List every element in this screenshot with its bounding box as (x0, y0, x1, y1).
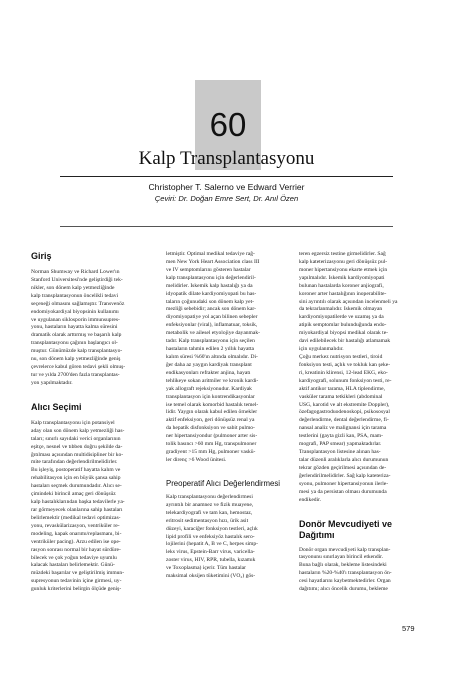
text-line: ise temel olarak komorbid hastalık temel- (166, 401, 259, 408)
text-line: yonu, hastaların hayatta kalma süresini (31, 324, 118, 331)
text-line: transplantasyon için kontrendikasyonlar (166, 393, 255, 400)
text-line: da hepatik disfonksiyon ve sabit pulmo- (166, 425, 255, 432)
text-line: ğerlendirilmelidirler. Sağ kalp kateteriza- (299, 472, 391, 479)
text-line: dağıtımı; alıcı öncelik durumu, bekleme (299, 586, 388, 593)
text-line: Stanford Üniversitesi'nde geliştirdiği tek- (31, 276, 123, 283)
text-line: Bu işleyiş, postoperatif hayatta kalım ve (31, 467, 121, 474)
text-line: enfeksiyonlar (viral), inflamatuar, toksik, (166, 322, 258, 329)
text-line: kalp kateterizasyonu geri dönüşsüz pul- (299, 258, 388, 265)
section-heading-recipient-selection: Alıcı Seçimi (31, 401, 82, 412)
text-line: yak allograft rejeksiyonudur. Kardiyak (166, 385, 252, 392)
text-line: nikler, son dönem kalp yetmezliğinde (31, 284, 115, 291)
text-line: teren egzersiz testine girmelidirler. Sağ (299, 251, 386, 257)
text-line: çimindeki birincil amaç geri dönüşsüz (31, 491, 116, 498)
text-line: mografi, PAP smear) yapmaktadırlar. (299, 441, 382, 448)
text-line: ğıtılması açısından multidisipliner bir ko- (31, 451, 124, 458)
section-heading-intro: Giriş (31, 251, 52, 261)
text-line: yonu, revaskülarizasyon, ventriküler re- (31, 522, 120, 529)
text-line: tekrar gözden geçirilmesi açısından de- (299, 464, 387, 471)
workup-text (299, 251, 421, 505)
text-line: Kalp transplantasyonu için potansiyel (31, 419, 115, 426)
text-line: Kalp transplantasyonu değerlendirmesi (166, 493, 253, 500)
text-line: çevrelerce kabul gören tedavi şekli olmuş- (31, 364, 126, 371)
text-line: Buna bağlı olarak, bekleme listesindeki (299, 562, 387, 569)
page-number: 579 (402, 624, 415, 633)
text-line: leks virus, Epstein-Barr virus, varicella- (166, 549, 255, 556)
text-line: fonksiyon testi, açlık ve tokluk kan şeke- (299, 361, 391, 368)
text-line: düzeyi, karaciğer fonksiyon testleri, açlık (166, 525, 258, 532)
text-line: USG, karotid ve alt ekstremite Doppler), (299, 401, 390, 408)
text-line: bulunan hastalarda koroner anjiografi, (299, 282, 384, 289)
section-heading-donor: Donör Mevcudiyeti ve Dağıtımı (299, 518, 393, 540)
text-line: letmiştir. Optimal medikal tedaviye rağ- (166, 251, 255, 257)
text-line: ner hipertansiyondur (pulmoner arter sis- (166, 433, 258, 440)
text-line: aktif antikor tarama, HLA tiplendirme, (299, 385, 385, 392)
text-line: Transplantasyon listesine alınan has- (299, 449, 381, 456)
text-line: hastaların tahmin edilen 2 yıllık hayatta (166, 346, 254, 353)
subsection-heading-preop: Preoperatif Alıcı Değerlendirmesi (166, 478, 280, 488)
text-line: lidir. Yaygın olarak kabul edilen örnekler (166, 409, 258, 416)
text-line: atipik semptomlar bulunduğunda endo- (299, 322, 387, 329)
donor-text (299, 547, 421, 595)
text-line: yapılmalıdır. İskemik kardiyomiyopati (299, 274, 385, 281)
text-line: endikedir. (299, 496, 322, 503)
text-line: aktif enfeksiyon, geri dönüşsüz renal ya (166, 417, 255, 424)
text-line: ventriküler pacing). Arzu edilen ise ope- (31, 538, 121, 545)
text-line: kardiyomiyopatilerde ve uzamış ya da (299, 314, 384, 321)
text-line: endikasyonları refrakter anjina, hayatı (166, 369, 251, 376)
text-line: testlerini (gayta gizli kan, PSA, mam- (299, 433, 383, 440)
text-line: ve Toxoplasma) içerir. Tüm hastalar (166, 565, 246, 572)
text-line: mezliği sebebidir; ancak son dönem kar- (166, 306, 256, 313)
text-line: zoster virus, HIV, RPR, tubella, kızamık (166, 557, 256, 564)
text-line: endomiyokardiyal biyopsinin kullanımı (31, 308, 119, 315)
text-line: özefagogastroduodenoskopi, psikososyal (299, 409, 390, 416)
text-line: syonu, pulmoner hipertansiyonun ilerle- (299, 480, 389, 487)
text-line: metabolik ve ailesel etyolojiye dayanmak- (166, 330, 260, 337)
text-line: Çoğu merkez nutrisyon testleri, tiroid (299, 353, 383, 360)
text-line: eritrosit sedimentasyon hızı, ürik asit (166, 517, 249, 524)
text-line: kalacak hastaları belirlemektir. Günü- (31, 562, 115, 569)
text-line: modeling, kapak onarımı/replasmanı, bi- (31, 530, 122, 537)
text-line: eşitçe, nesnel ve tıbben doğru şekilde da- (31, 443, 123, 450)
text-line: aday olan son dönem kalp yetmezliği has- (31, 427, 125, 434)
text-line: men New York Heart Association class III (166, 258, 260, 265)
text-line: da tekrarlanmalıdır. İskemik olmayan (299, 306, 383, 313)
column-left (31, 251, 153, 594)
text-line: idyopatik dilate kardiyomiyopati bu has- (166, 290, 257, 297)
text-line: davi edilebilecek bir hastalığı atlamamak (299, 338, 391, 345)
text-line: diyomiyopatiye yol açan bilinen sebepler (166, 314, 258, 321)
text-line: kardiyografi, solunum fonksiyon testi, re- (299, 377, 392, 384)
text-line: müzdeki başarılar ve geliştirilmiş immun- (31, 570, 125, 577)
text-line: taların çoğunudaki son dönem kalp yet- (166, 298, 254, 305)
text-line: dramatik olarak arttırmış ve başarılı kalp (31, 332, 122, 339)
text-line: sini ayrıntılı olarak açısından incelenmeli ya (299, 298, 398, 305)
text-line: maksimal oksijen tüketimini (VO₂) gös- (166, 573, 256, 580)
text-line: cesi hayatlarını kaybetmektedirler. Organ (299, 578, 391, 585)
title-rule (60, 176, 393, 177)
text-line: tasyonunu sınırlayan birincil etkendir. (299, 554, 384, 561)
text-line: talar düzenli aralıklarla alıcı durumunun (299, 456, 389, 463)
text-line: vasküler tarama tetkikleri (abdominal (299, 393, 383, 400)
text-line: rasyon sonrası normal bir hayat sürdüre- (31, 546, 121, 553)
text-line: değerlendirme, dental değerlendirme, fi- (299, 417, 389, 424)
text-line: ve IV semptomlarını gösteren hastalar (166, 266, 251, 273)
header-divider (60, 226, 393, 227)
text-line: gunluk kriterlerini belirgin ölçüde geniş- (31, 586, 122, 593)
intro-text (31, 269, 153, 388)
text-line: miyokardiyal biyopsi medikal olarak te- (299, 330, 389, 337)
text-line: mite tarafından değerlendirilmelidirler. (31, 459, 118, 466)
chapter-title: Kalp Transplantasyonu (138, 148, 315, 169)
text-line: tadır. Kalp transplantasyonu için seçilen (166, 338, 255, 345)
preop-evaluation-text (166, 494, 288, 581)
text-line: moner hipertansiyonu ekarte etmek için (299, 266, 388, 273)
text-line: tehlikeye sokan aritmiler ve kronik kardi- (166, 377, 259, 384)
text-line: transplantasyonu çağının başlangıcı ol- (31, 340, 118, 347)
text-line: ğer daha az yaygın kardiyak transplant (166, 361, 252, 368)
text-line: rehabilitasyon için en büyük şansa sahip (31, 475, 121, 482)
text-line: lipid profili ve enfeksiyöz hastalık sero- (166, 533, 255, 540)
text-line: kalp transplantasyonu için değerlendiril- (166, 274, 256, 281)
chapter-authors: Christopher T. Salerno ve Edward Verrier (148, 182, 305, 192)
indications-text (166, 251, 288, 465)
text-line: bilecek ve çok yoğun tedaviye uyumlu (31, 554, 117, 561)
text-line: kalp transplantasyonun öncelikli tedavi (31, 292, 119, 299)
text-line: mesi ya da persistan olması durumunda (299, 488, 387, 495)
recipient-selection-text (31, 420, 153, 594)
text-line: supresyonun tedavinin içine girmesi, uy- (31, 578, 122, 585)
text-line: için uygulanmalıdır. (299, 346, 344, 353)
text-line: ri, kreatinin klirensi, 12-lead EKG, eko- (299, 369, 388, 376)
text-line: lojilerini (hepatit A, B ve C, herpes simp- (166, 541, 258, 548)
text-line: yon yapılmaktadır. (31, 379, 73, 386)
text-line: Donör organ mevcudiyeti kalp transplan- (299, 546, 391, 553)
text-line: kalp hastalıklarından başka tedavilerle ya- (31, 499, 125, 506)
text-line: hastaların %20-%40'ı transplantasyon ön- (299, 570, 392, 577)
text-line: ayrıntılı bir anamnez ve fizik muayene, (166, 501, 254, 508)
text-line: tur ve yılda 2700'den fazla transplantas- (31, 371, 120, 378)
text-line: seçeneği olmasını sağlamıştır. Transvenöz (31, 300, 125, 307)
text-line: telekardiyografi ve tam kan, hemostaz, (166, 509, 253, 516)
column-middle (166, 251, 288, 581)
text-line: koroner arter hastalığının inoperabilite- (299, 290, 387, 297)
text-line: belirlemektir (medikal tedavi optimizas- (31, 514, 121, 521)
text-line: kalım süresi %60'ın altında olmalıdır. Di- (166, 353, 258, 360)
column-right (299, 251, 421, 594)
text-line: Norman Shumway ve Richard Lower'ın (31, 269, 120, 275)
text-line: muştur. Günümüzde kalp transplantasyo- (31, 348, 123, 355)
text-line: tolik basıncı >60 mm Hg, transpulmoner (166, 441, 257, 448)
text-line: melidirler. İskemik kalp hastalığı ya da (166, 282, 253, 289)
text-line: nansal analiz ve malignansi için tarama (299, 425, 387, 432)
text-line: rar görmeyecek olanlarına sahip hastaları (31, 506, 123, 513)
text-line: ler direnç >6 Wood ünitesi. (166, 456, 227, 463)
chapter-number: 60 (209, 106, 247, 143)
text-line: gradiyent >15 mm Hg, pulmoner vaskü- (166, 449, 256, 456)
text-line: nu, son dönem kalp yetmezliğinde geniş (31, 356, 121, 363)
chapter-translators: Çeviri: Dr. Doğan Emre Sert, Dr. Anıl Özen (154, 194, 299, 203)
text-line: hastaları seçmek durumundadır. Alıcı se- (31, 483, 122, 490)
text-line: taları; sınırlı sayıdaki verici organlarının (31, 435, 121, 442)
text-line: ve uygulanan siklosporin immunsupres- (31, 316, 120, 323)
